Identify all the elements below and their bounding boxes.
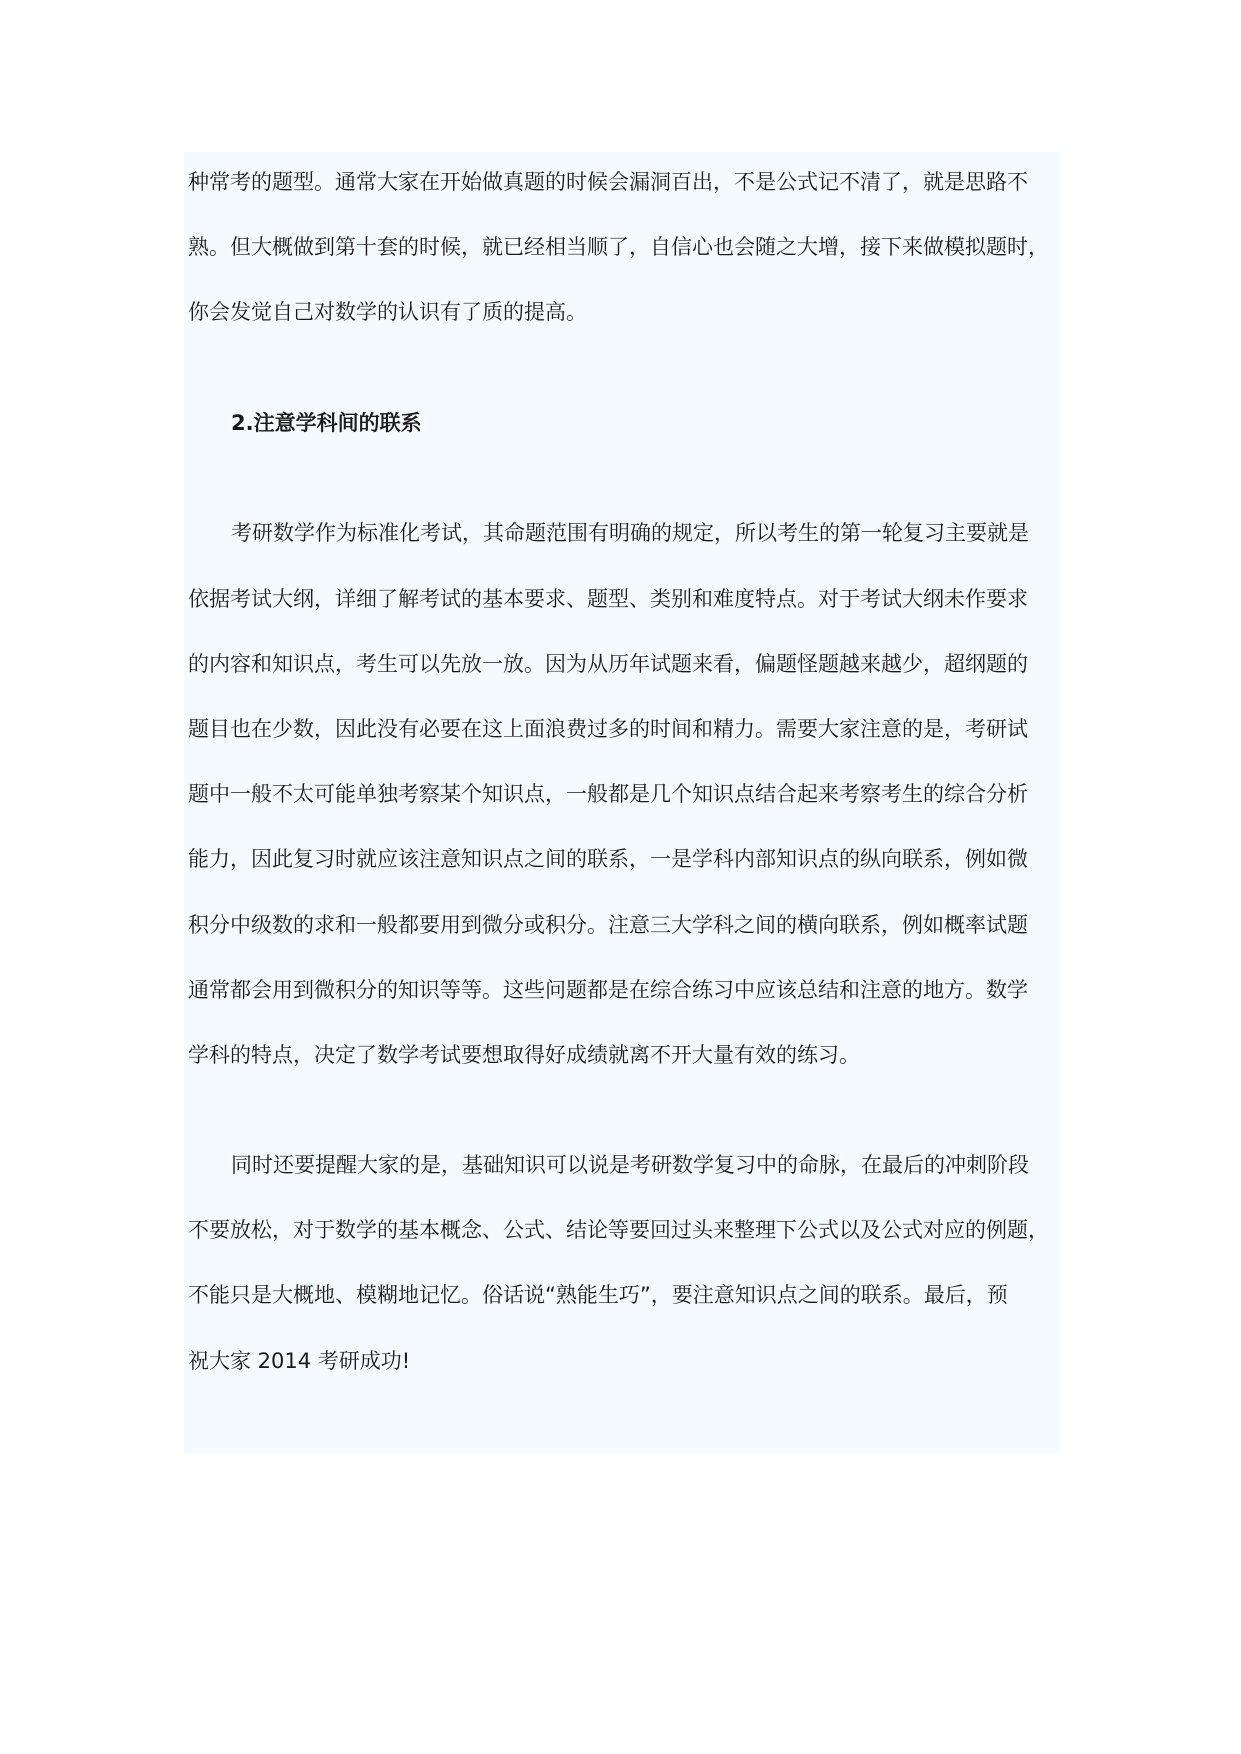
paragraph-line: 的内容和知识点，考生可以先放一放。因为从历年试题来看，偏题怪题越来越少，超纲题的 bbox=[188, 652, 1028, 676]
paragraph-line: 祝大家 2014 考研成功! bbox=[188, 1349, 411, 1373]
paragraph-line: 题目也在少数，因此没有必要在这上面浪费过多的时间和精力。需要大家注意的是，考研试 bbox=[188, 717, 1028, 741]
intro-line: 你会发觉自己对数学的认识有了质的提高。 bbox=[188, 300, 587, 324]
section-heading: 2.注意学科间的联系 bbox=[231, 411, 422, 435]
paragraph-line: 题中一般不太可能单独考察某个知识点，一般都是几个知识点结合起来考察考生的综合分析 bbox=[188, 782, 1028, 806]
paragraph-line: 积分中级数的求和一般都要用到微分或积分。注意三大学科之间的横向联系，例如概率试题 bbox=[188, 913, 1028, 937]
paragraph-line: 不要放松，对于数学的基本概念、公式、结论等要回过头来整理下公式以及公式对应的例题， bbox=[188, 1218, 1049, 1242]
paragraph-line: 不能只是大概地、模糊地记忆。俗话说“熟能生巧”，要注意知识点之间的联系。最后，预 bbox=[188, 1283, 1008, 1307]
paragraph-line: 能力，因此复习时就应该注意知识点之间的联系，一是学科内部知识点的纵向联系，例如微 bbox=[188, 847, 1028, 871]
intro-line: 熟。但大概做到第十套的时候，就已经相当顺了，自信心也会随之大增，接下来做模拟题时， bbox=[188, 235, 1049, 259]
paragraph-line: 考研数学作为标准化考试，其命题范围有明确的规定，所以考生的第一轮复习主要就是 bbox=[231, 521, 1029, 545]
intro-line: 种常考的题型。通常大家在开始做真题的时候会漏洞百出，不是公式记不清了，就是思路不 bbox=[188, 170, 1028, 194]
paragraph-line: 通常都会用到微积分的知识等等。这些问题都是在综合练习中应该总结和注意的地方。数学 bbox=[188, 978, 1028, 1002]
paragraph-line: 依据考试大纲，详细了解考试的基本要求、题型、类别和难度特点。对于考试大纲未作要求 bbox=[188, 587, 1028, 611]
paragraph-line: 学科的特点，决定了数学考试要想取得好成绩就离不开大量有效的练习。 bbox=[188, 1043, 860, 1067]
paragraph-line: 同时还要提醒大家的是，基础知识可以说是考研数学复习中的命脉，在最后的冲刺阶段 bbox=[231, 1153, 1029, 1177]
